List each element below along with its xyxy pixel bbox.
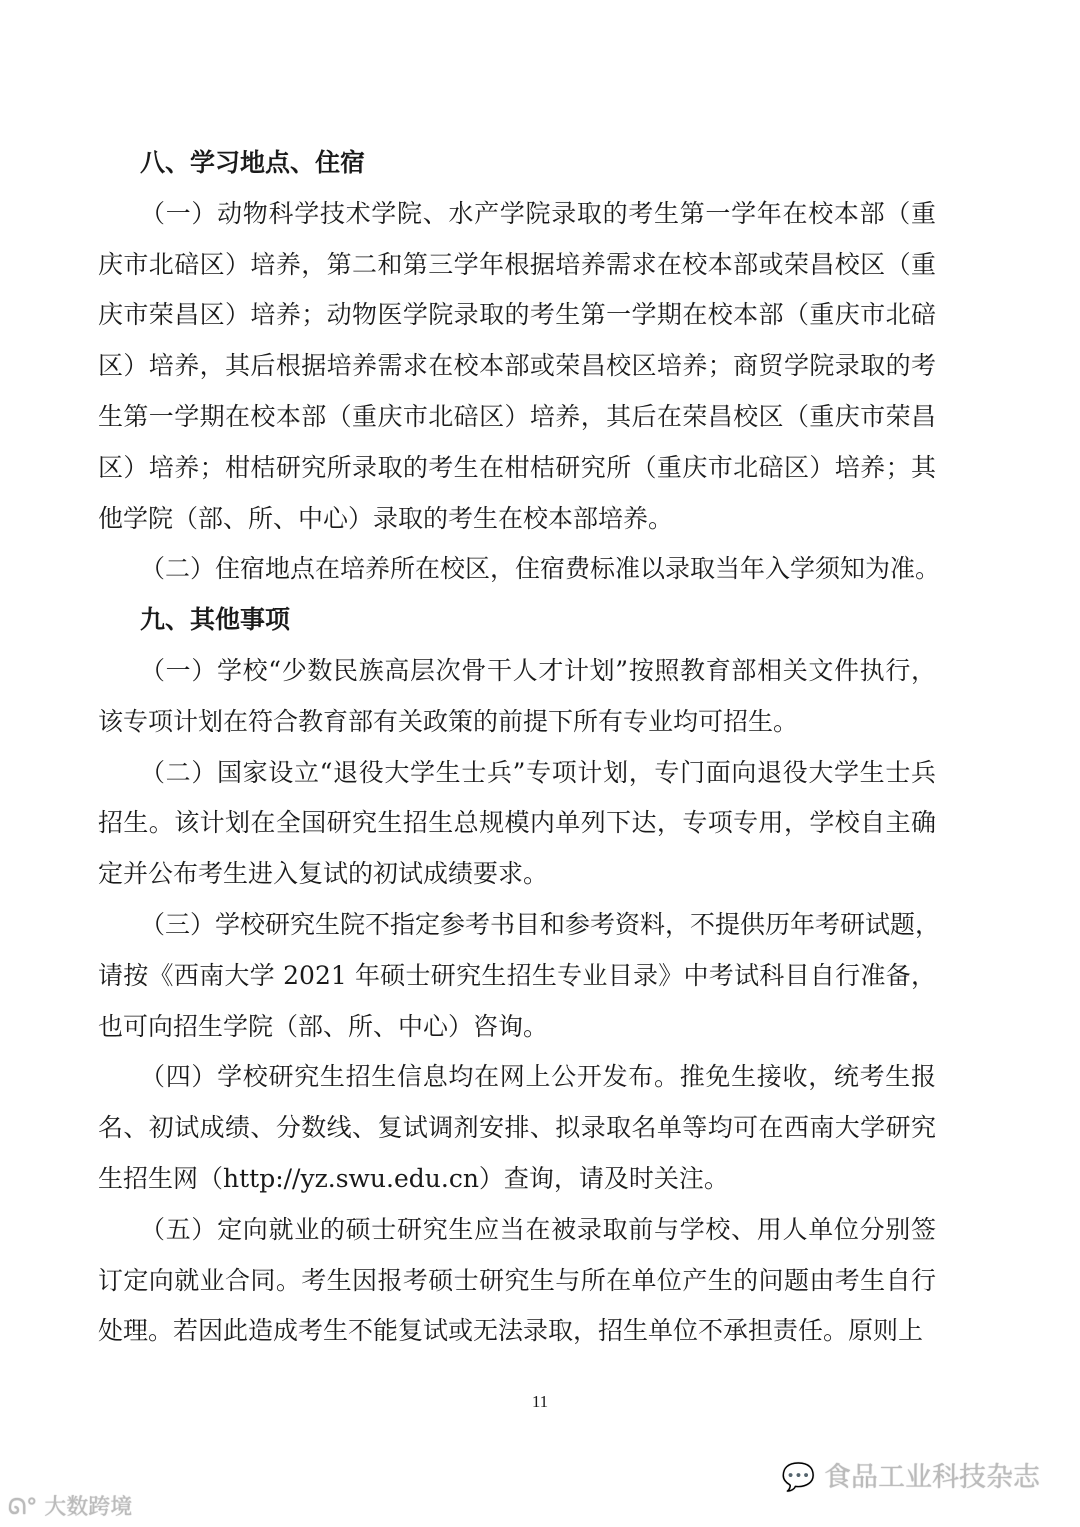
text-line: 他学院（部、所、中心）录取的考生在校本部培养。 bbox=[98, 503, 674, 533]
text-line: 区）培养；柑桔研究所录取的考生在柑桔研究所（重庆市北碚区）培养；其 bbox=[98, 452, 936, 482]
paragraph bbox=[98, 646, 936, 748]
paragraph bbox=[98, 544, 941, 595]
section-heading: 八、学习地点、住宿 bbox=[140, 148, 366, 177]
logo-icon: ᘏ° bbox=[8, 1495, 45, 1520]
text-line: （一）学校“少数民族高层次骨干人才计划”按照教育部相关文件执行， bbox=[140, 655, 936, 685]
paragraph bbox=[98, 1205, 936, 1357]
text-line: 定并公布考生进入复试的初试成绩要求。 bbox=[98, 859, 549, 889]
text-line: 也可向招生学院（部、所、中心）咨询。 bbox=[98, 1011, 549, 1041]
text-line: 请按《西南大学 2021 年硕士研究生招生专业目录》中考试科目自行准备， bbox=[98, 960, 936, 990]
watermark-text: 大数跨境 bbox=[44, 1495, 133, 1520]
text-line: 处理。若因此造成考生不能复试或无法录取，招生单位不承担责任。原则上 bbox=[98, 1316, 924, 1346]
paragraph bbox=[98, 189, 936, 545]
text-line: 名、初试成绩、分数线、复试调剂安排、拟录取名单等均可在西南大学研究 bbox=[98, 1113, 936, 1143]
text-line: 庆市荣昌区）培养；动物医学院录取的考生第一学期在校本部（重庆市北碚 bbox=[98, 300, 936, 330]
text-line: （二）住宿地点在培养所在校区，住宿费标准以录取当年入学须知为准。 bbox=[140, 554, 941, 584]
text-line: 生第一学期在校本部（重庆市北碚区）培养，其后在荣昌校区（重庆市荣昌 bbox=[98, 401, 936, 431]
paragraph bbox=[98, 900, 941, 1052]
text-line: 订定向就业合同。考生因报考硕士研究生与所在单位产生的问题由考生自行 bbox=[98, 1265, 936, 1295]
text-line: （五）定向就业的硕士研究生应当在被录取前与学校、用人单位分别签 bbox=[140, 1214, 936, 1244]
section-heading: 九、其他事项 bbox=[140, 605, 291, 635]
document-body bbox=[98, 138, 941, 1357]
text-line: 该专项计划在符合教育部有关政策的前提下所有专业均可招生。 bbox=[98, 706, 799, 736]
text-line: 庆市北碚区）培养，第二和第三学年根据培养需求在校本部或荣昌校区（重 bbox=[98, 249, 936, 279]
text-line: （三）学校研究生院不指定参考书目和参考资料，不提供历年考研试题， bbox=[140, 909, 941, 939]
watermark-text: 食品工业科技杂志 bbox=[824, 1462, 1040, 1493]
text-line: （二）国家设立“退役大学生士兵”专项计划，专门面向退役大学生士兵 bbox=[140, 757, 936, 787]
paragraph bbox=[98, 748, 936, 900]
watermark-wechat bbox=[782, 1455, 1040, 1494]
text-line: （四）学校研究生招生信息均在网上公开发布。推免生接收，统考生报 bbox=[140, 1062, 936, 1092]
wechat-icon: 💬 bbox=[781, 1462, 824, 1493]
text-line: 生招生网（http://yz.swu.edu.cn）查询，请及时关注。 bbox=[98, 1163, 729, 1193]
text-line: 招生。该计划在全国研究生招生总规模内单列下达，专项专用，学校自主确 bbox=[98, 808, 936, 838]
text-line: 区）培养，其后根据培养需求在校本部或荣昌校区培养；商贸学院录取的考 bbox=[98, 351, 936, 381]
text-line: （一）动物科学技术学院、水产学院录取的考生第一学年在校本部（重 bbox=[140, 198, 936, 228]
paragraph bbox=[98, 1052, 936, 1204]
watermark-source bbox=[8, 1490, 132, 1521]
page-number: 11 bbox=[531, 1392, 549, 1411]
